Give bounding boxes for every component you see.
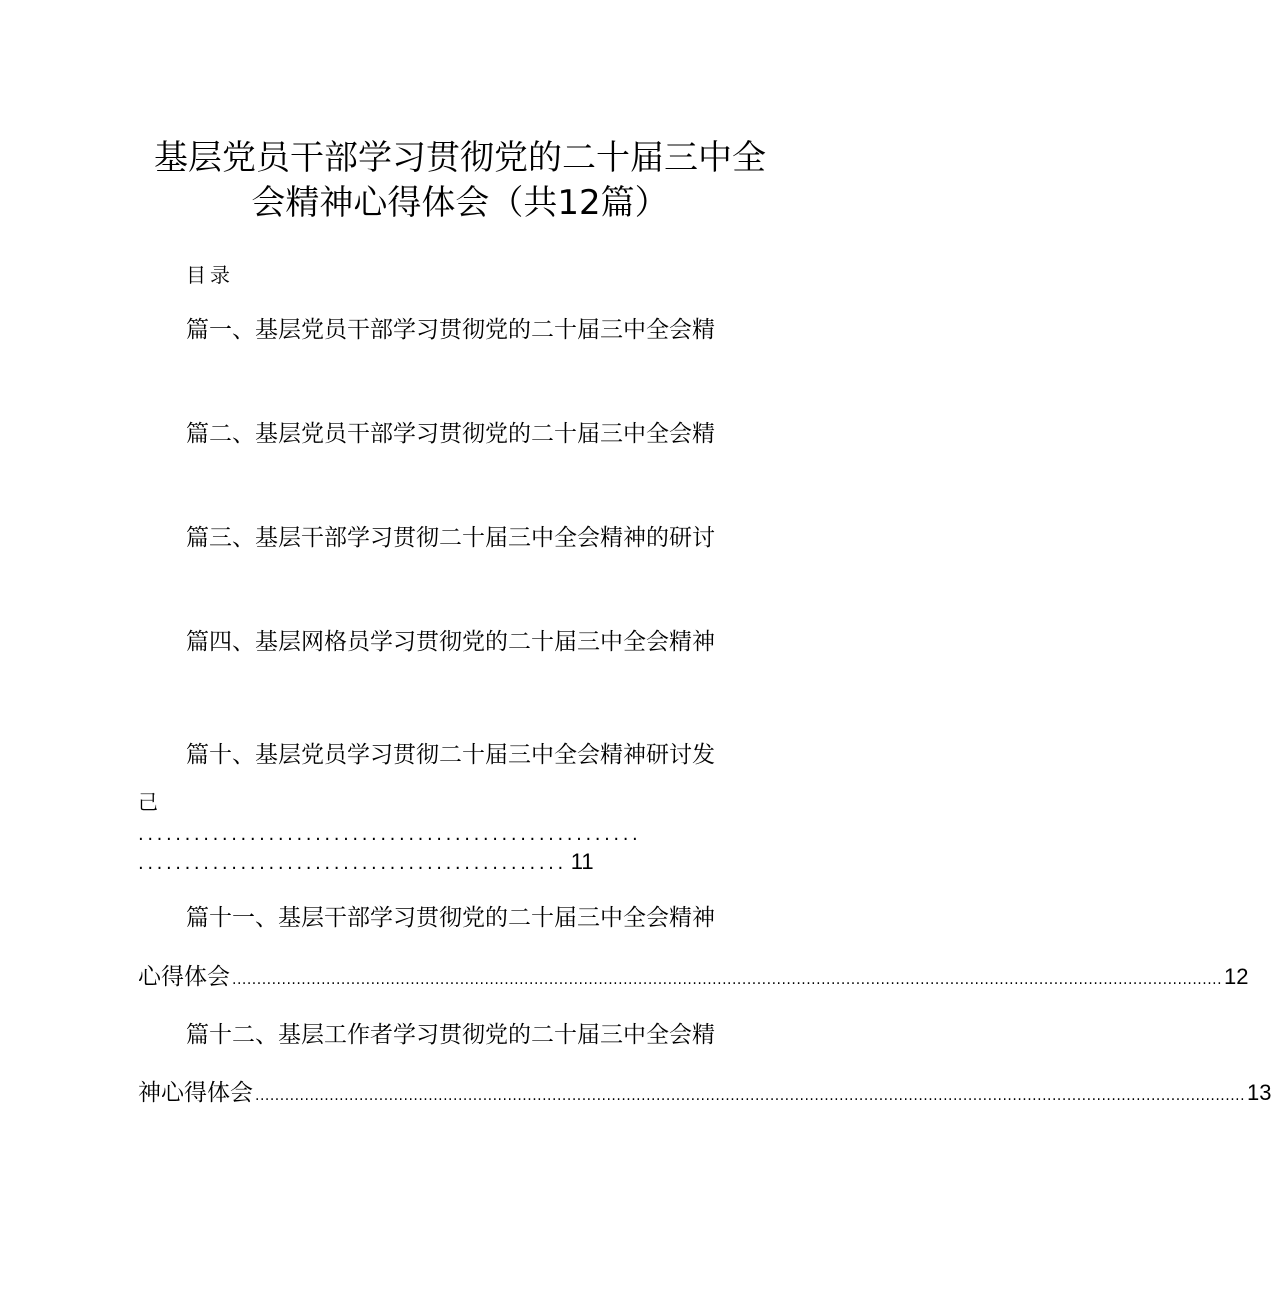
document-title-line-2: 会精神心得体会（共12篇） (251, 183, 669, 223)
toc-entry-10-continuation: 己 (138, 790, 158, 814)
toc-entry-11-leader-dots: ........................................................................................................................................................................................................ (232, 972, 1223, 988)
toc-entry-12-continuation: 神心得体会 (138, 1080, 253, 1106)
toc-entry-10-page-number: 11 (570, 849, 594, 874)
toc-entry-11-page-number: 12 (1224, 964, 1249, 989)
toc-entry-10[interactable]: 篇十、基层党员学习贯彻二十届三中全会精神研讨发 (186, 742, 715, 768)
toc-entry-1[interactable]: 篇一、基层党员干部学习贯彻党的二十届三中全会精 (186, 317, 715, 343)
toc-entry-12[interactable]: 篇十二、基层工作者学习贯彻党的二十届三中全会精 (186, 1022, 715, 1048)
toc-entry-3[interactable]: 篇三、基层干部学习贯彻二十届三中全会精神的研讨 (186, 525, 715, 551)
toc-entry-12-leader-row[interactable] (138, 1078, 1272, 1111)
toc-entry-12-leader-dots: ........................................................................................................................................................................................................ (255, 1088, 1246, 1104)
toc-entry-2[interactable]: 篇二、基层党员干部学习贯彻党的二十届三中全会精 (186, 421, 715, 447)
toc-entry-10-leader-dots-1: ...................................................... (138, 824, 642, 845)
toc-entry-10-leader-dots-2 (138, 849, 594, 874)
toc-entry-10-leader-dots-2-text: .............................................. (138, 853, 567, 874)
toc-entry-12-page-number: 13 (1247, 1080, 1272, 1105)
toc-entry-11[interactable]: 篇十一、基层干部学习贯彻党的二十届三中全会精神 (186, 905, 715, 931)
toc-entry-4[interactable]: 篇四、基层网格员学习贯彻党的二十届三中全会精神 (186, 629, 715, 655)
toc-heading: 目录 (186, 263, 234, 287)
toc-entry-11-continuation: 心得体会 (138, 964, 230, 990)
document-title-line-1: 基层党员干部学习贯彻党的二十届三中全 (154, 138, 766, 178)
toc-entry-11-leader-row[interactable] (138, 962, 1249, 995)
